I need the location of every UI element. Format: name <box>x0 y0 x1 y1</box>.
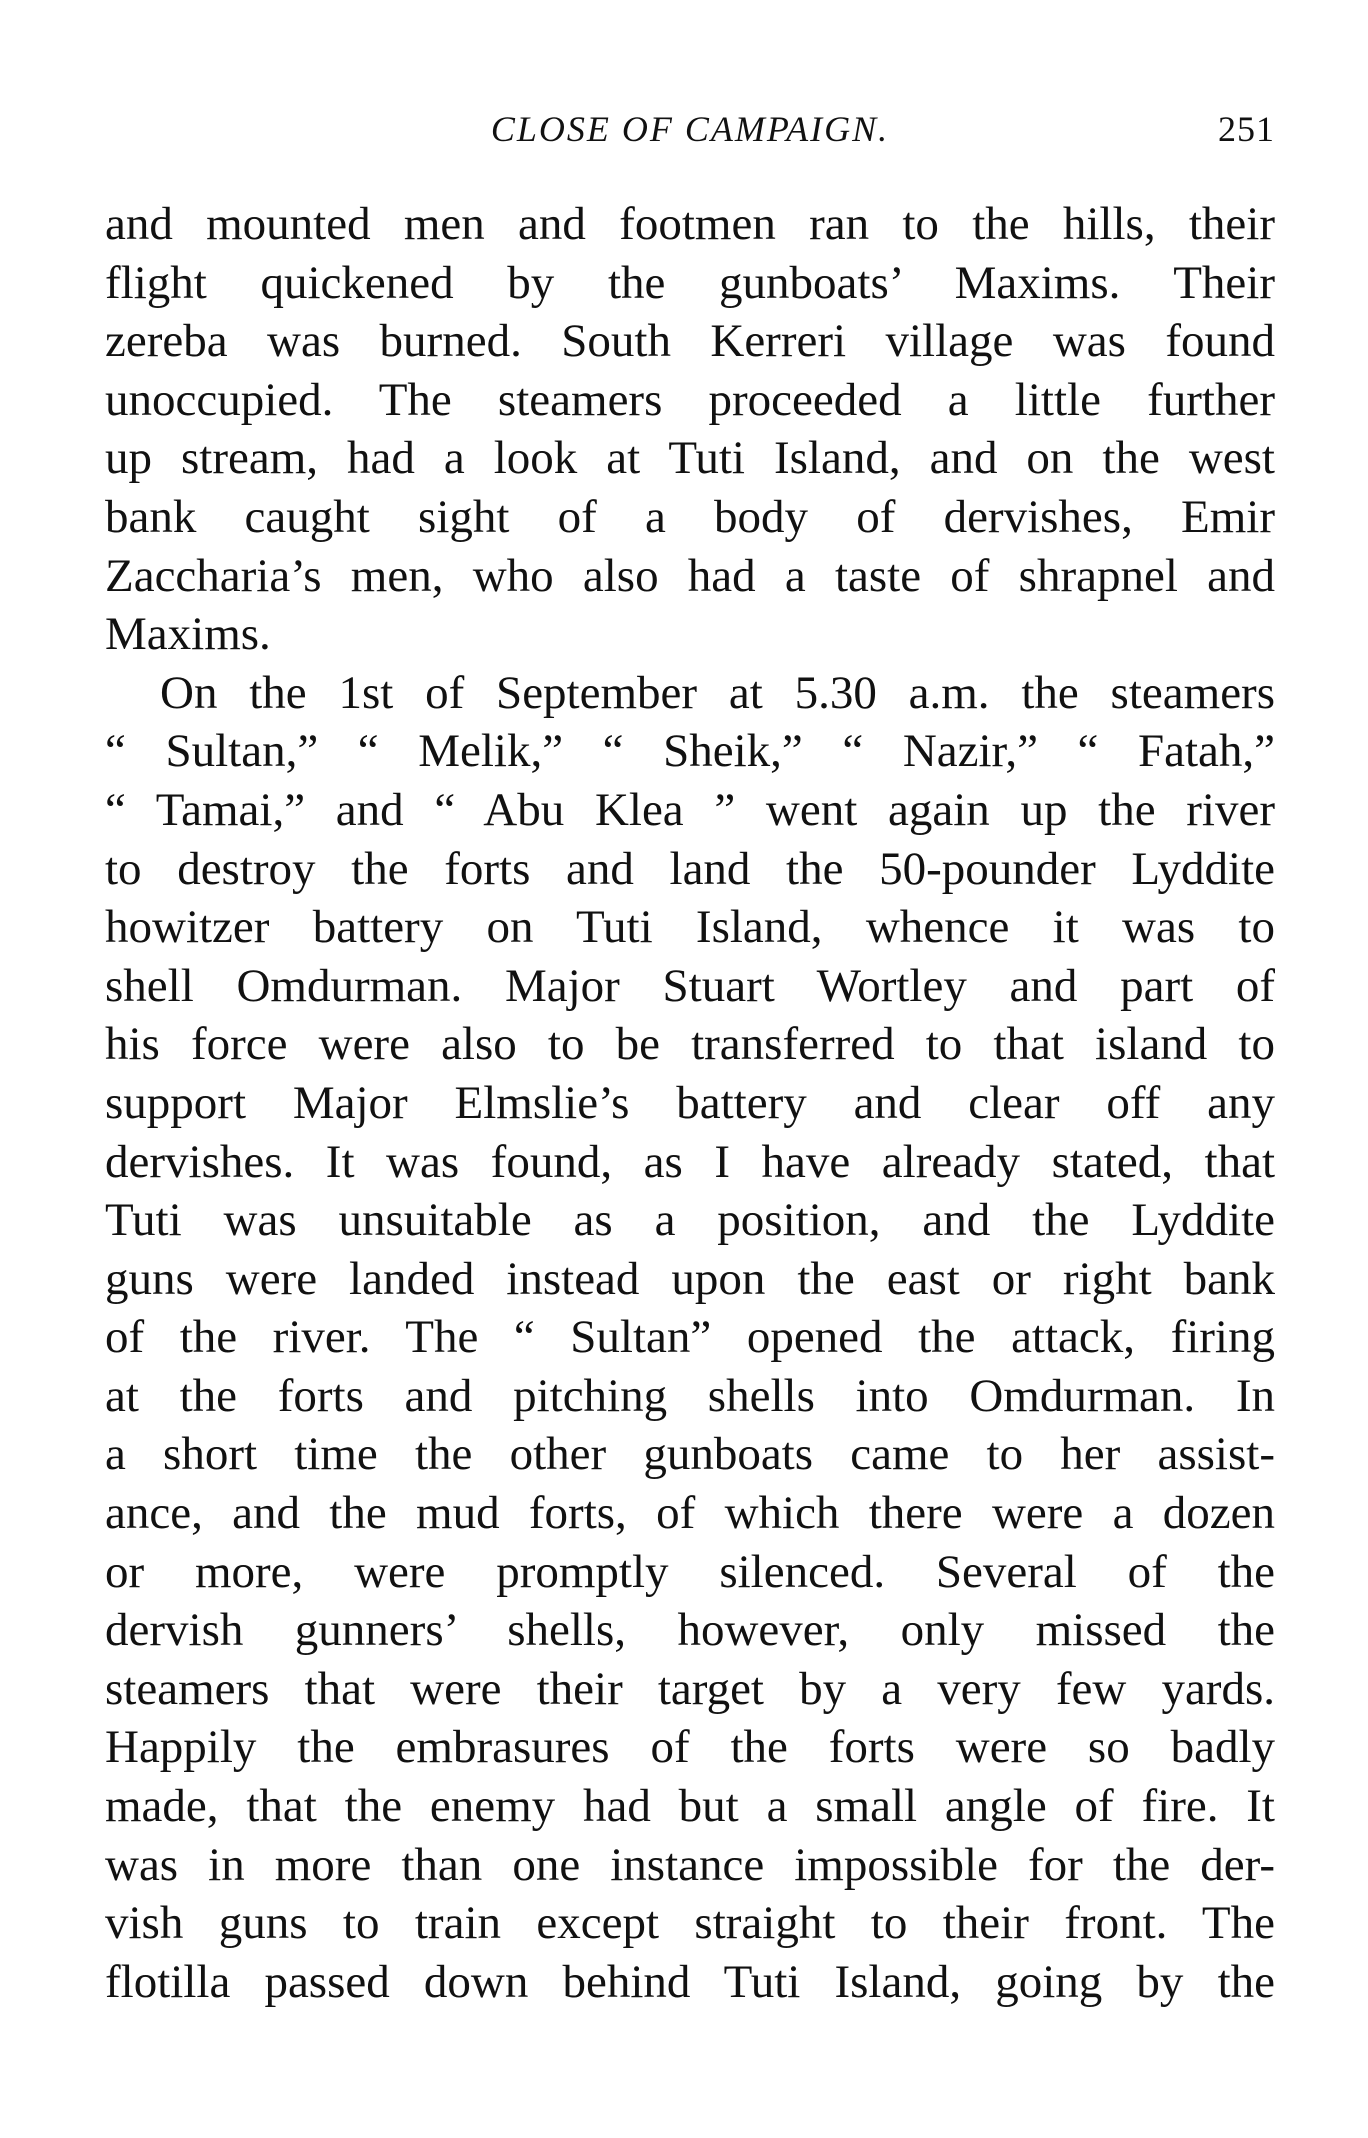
text-line: a short time the other gunboats came to her assist- <box>105 1428 1275 1481</box>
text-line: his force were also to be transferred to that island to <box>105 1018 1275 1071</box>
text-line: “ Tamai,” and “ Abu Klea ” went again up the river <box>105 783 1275 836</box>
text-line: zereba was burned. South Kerreri village was found <box>105 315 1275 368</box>
text-line: flight quickened by the gunboats’ Maxims. Their <box>105 256 1275 309</box>
text-line: steamers that were their target by a very few yards. <box>105 1662 1275 1715</box>
text-line: vish guns to train except straight to their front. The <box>105 1897 1275 1950</box>
running-title: CLOSE OF CAMPAIGN. <box>490 109 890 149</box>
text-line: or more, were promptly silenced. Several of the <box>105 1545 1275 1598</box>
text-line: ance, and the mud forts, of which there were a dozen <box>105 1487 1275 1540</box>
text-line: dervish gunners’ shells, however, only missed the <box>105 1604 1275 1657</box>
paragraph-first-line: On the 1st of September at 5.30 a.m. the steamers <box>160 666 1275 719</box>
text-line: Happily the embrasures of the forts were so badly <box>105 1721 1275 1774</box>
paragraph-last-line: Maxims. <box>105 608 271 661</box>
text-line: dervishes. It was found, as I have already stated, that <box>105 1135 1275 1188</box>
body-text <box>105 195 1275 2011</box>
text-line: Zaccharia’s men, who also had a taste of shrapnel and <box>105 549 1275 602</box>
text-line: was in more than one instance impossible for the der- <box>105 1838 1275 1891</box>
text-line: Tuti was unsuitable as a position, and the Lyddite <box>105 1194 1275 1247</box>
text-line: support Major Elmslie’s battery and clear off any <box>105 1076 1275 1129</box>
text-line: howitzer battery on Tuti Island, whence it was to <box>105 901 1275 954</box>
text-line: of the river. The “ Sultan” opened the attack, firing <box>105 1311 1275 1364</box>
running-head <box>105 108 1275 158</box>
text-line: shell Omdurman. Major Stuart Wortley and part of <box>105 959 1275 1012</box>
text-line: unoccupied. The steamers proceeded a little further <box>105 373 1275 426</box>
text-line: made, that the enemy had but a small angle of fire. It <box>105 1780 1275 1833</box>
text-line: flotilla passed down behind Tuti Island, going by the <box>105 1955 1275 2008</box>
text-line: up stream, had a look at Tuti Island, and on the west <box>105 432 1275 485</box>
text-line: bank caught sight of a body of dervishes, Emir <box>105 490 1275 543</box>
text-line: and mounted men and footmen ran to the hills, their <box>105 198 1275 250</box>
text-line: guns were landed instead upon the east or right bank <box>105 1252 1275 1305</box>
text-line: at the forts and pitching shells into Omdurman. In <box>105 1369 1275 1422</box>
text-line: to destroy the forts and land the 50-pounder Lyddite <box>105 842 1275 895</box>
page-number: 251 <box>1218 109 1275 149</box>
text-line: “ Sultan,” “ Melik,” “ Sheik,” “ Nazir,” “ Fatah,” <box>105 725 1275 778</box>
